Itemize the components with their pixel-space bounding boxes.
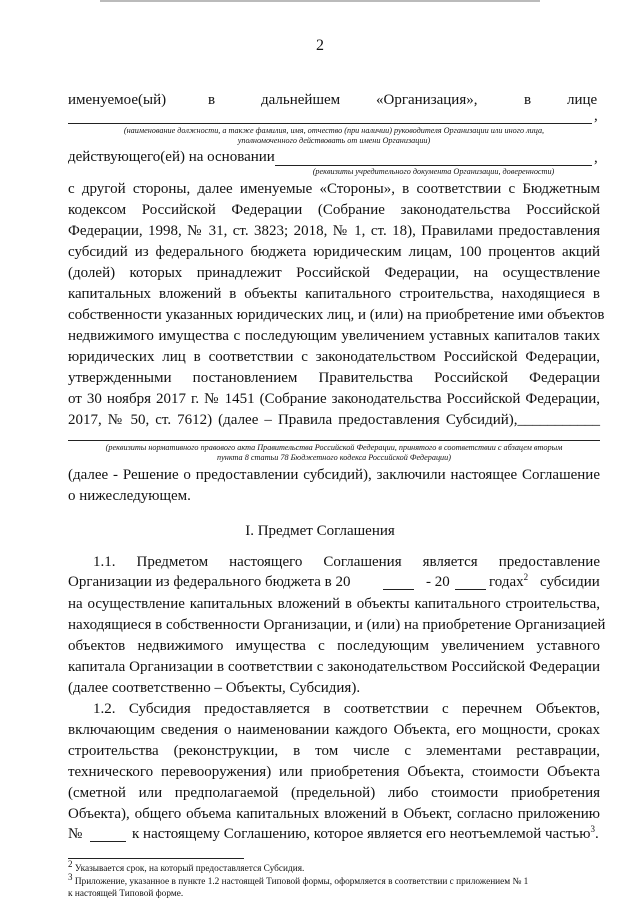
text-fragment: к настоящему Соглашению, которое является его неотъемлемой частью bbox=[132, 826, 591, 842]
caption-decision-cont: пункта 8 статьи 78 Бюджетного кодекса Российской Федерации) bbox=[217, 453, 451, 462]
text-fragment: - 20 bbox=[426, 574, 450, 590]
caption-basis: (реквизиты учредительного документа Организации, доверенности) bbox=[312, 167, 555, 176]
scan-top-edge bbox=[100, 0, 540, 2]
text-line: (сметной или предполагаемой (предельной) либо стоимости приобретения bbox=[68, 785, 600, 801]
text-line: от 30 ноября 2017 г. № 1451 (Собрание законодательства Российской Федерации, bbox=[68, 391, 600, 407]
fill-in-line-decision bbox=[68, 440, 600, 441]
intro-word: в bbox=[208, 92, 216, 108]
text-line: капитальных вложений в объекты капитального строительства, находящиеся в bbox=[68, 286, 600, 302]
caption-representative: (наименование должности, а также фамилия, имя, отчество (при наличии) руководителя Организации или иного лица, bbox=[123, 126, 545, 135]
text-line: субсидий из федерального бюджета юридическим лицам, 100 процентов акций bbox=[68, 244, 600, 260]
caption-decision: (реквизиты нормативного правового акта Правительства Российской Федерации, принятого в соответствии с абзацем вторым bbox=[105, 443, 563, 452]
text-fragment bbox=[132, 826, 599, 843]
text-line: 2017, № 50, ст. 7612) (далее – Правила предоставления Субсидий),___________ bbox=[68, 412, 600, 428]
text-fragment: субсидии bbox=[540, 574, 600, 590]
text-line: Федерации, 1998, № 31, ст. 3823; 2018, № 1, ст. 18), Правилами предоставления bbox=[68, 223, 600, 239]
text-line: (далее - Решение о предоставлении субсидий), заключили настоящее Соглашение bbox=[68, 467, 600, 483]
text-fragment bbox=[489, 574, 528, 591]
footnote-text: Приложение, указанное в пункте 1.2 настоящей Типовой формы, оформляется в соответствии с приложением № 1 bbox=[74, 877, 529, 887]
footnote-2 bbox=[68, 858, 600, 875]
text-fragment: Организации из федерального бюджета в 20 bbox=[68, 574, 351, 590]
text-line: Объекта), общего объема капитальных вложений в Объект, согласно приложению bbox=[68, 806, 600, 822]
intro-word: лице bbox=[567, 92, 598, 108]
footnote-separator bbox=[68, 858, 244, 859]
comma: , bbox=[594, 150, 598, 166]
text-line: находящиеся в собственности Организации, и (или) на приобретение Организацией bbox=[68, 617, 606, 633]
footnote-3-cont: к настоящей Типовой форме. bbox=[68, 889, 184, 899]
text-fragment: годах bbox=[489, 574, 524, 590]
comma: , bbox=[594, 108, 598, 124]
footnote-ref: 2 bbox=[523, 572, 529, 582]
text-line-appendix bbox=[68, 826, 600, 844]
caption-representative-cont: уполномоченного действовать от имени Организации) bbox=[237, 136, 431, 145]
section-title: I. Предмет Соглашения bbox=[245, 523, 395, 539]
text-fragment: . bbox=[594, 826, 599, 842]
fill-in-appendix-number bbox=[90, 841, 126, 842]
text-line: юридических лиц в соответствии с законодательством Российской Федерации, bbox=[68, 349, 600, 365]
fill-in-line-basis bbox=[275, 165, 592, 166]
footnote-mark: 3 bbox=[68, 871, 73, 882]
text-line: кодексом Российской Федерации (Собрание законодательства Российской bbox=[68, 202, 600, 218]
intro-word: именуемое(ый) bbox=[68, 92, 167, 108]
text-line: с другой стороны, далее именуемые «Стороны», в соответствии с Бюджетным bbox=[68, 181, 600, 197]
intro-word: «Организация», bbox=[376, 92, 478, 108]
text-fragment: № bbox=[68, 826, 83, 842]
text-line: (далее соответственно – Объекты, Субсидия). bbox=[68, 680, 361, 696]
acting-on-basis: действующего(ей) на основании bbox=[68, 149, 275, 165]
text-line: (долей) которых принадлежит Российской Федерации, на осуществление bbox=[68, 265, 600, 281]
text-line-years bbox=[68, 574, 600, 592]
footnote-ref: 3 bbox=[590, 824, 595, 834]
text-line: собственности указанных юридических лиц, и (или) на приобретение ими объектов bbox=[68, 307, 605, 323]
intro-word: в bbox=[524, 92, 532, 108]
text-line: 1.2. Субсидия предоставляется в соответствии с перечнем Объектов, bbox=[93, 701, 600, 717]
intro-word: дальнейшем bbox=[261, 92, 341, 108]
footnote-mark: 2 bbox=[68, 858, 73, 869]
intro-line bbox=[68, 92, 600, 110]
footnote-3 bbox=[68, 871, 600, 888]
text-line: технического перевооружения) или приобретения Объекта, стоимости Объекта bbox=[68, 764, 600, 780]
text-line: 1.1. Предметом настоящего Соглашения является предоставление bbox=[93, 554, 600, 570]
text-line: о нижеследующем. bbox=[68, 488, 191, 504]
footnote-text: Указывается срок, на который предоставляется Субсидия. bbox=[74, 864, 305, 874]
text-line: объектов недвижимого имущества с последующим увеличением уставного bbox=[68, 638, 600, 654]
text-line: утвержденными постановлением Правительства Российской Федерации bbox=[68, 370, 600, 386]
text-line: включающим сведения о наименовании каждого Объекта, его мощности, сроках bbox=[68, 722, 600, 738]
fill-in-year-start bbox=[383, 589, 414, 590]
text-line: на осуществление капитальных вложений в объекты капитального строительства, bbox=[68, 596, 600, 612]
page-number: 2 bbox=[316, 37, 324, 54]
fill-in-year-end bbox=[455, 589, 486, 590]
text-line: недвижимого имущества с последующим увеличением уставных капиталов таких bbox=[68, 328, 600, 344]
fill-in-line-representative bbox=[68, 123, 592, 124]
text-line: капитала Организации в соответствии с законодательством Российской Федерации bbox=[68, 659, 600, 675]
text-line: строительства (реконструкции, в том числе с элементами реставрации, bbox=[68, 743, 600, 759]
